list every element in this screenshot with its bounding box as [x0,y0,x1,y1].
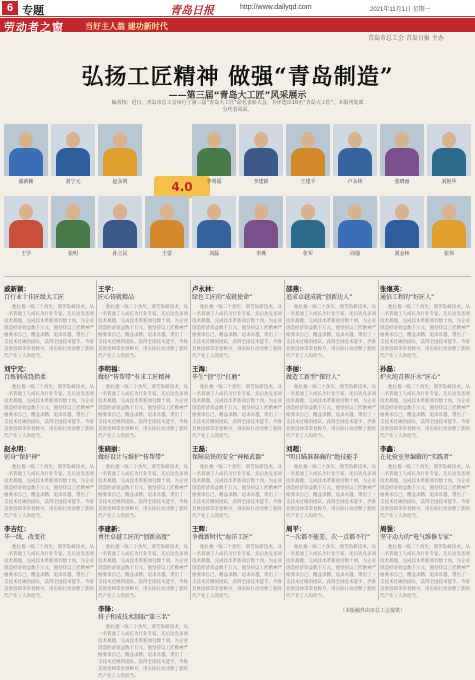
issue-date: 2021年11月1日 星期一 [370,7,431,13]
article-column [286,280,376,602]
worker-uniform [103,148,137,176]
profile-headline: 保障高铁的安全“神秘武器” [192,454,265,461]
worker-photo [380,196,424,248]
profile-name: 孙磊： [380,365,400,373]
worker-head [301,204,315,220]
newspaper-url[interactable]: http://www.dailyqd.com [240,4,312,11]
profile-headline: 匠心铸就精品 [98,294,135,301]
worker-photo [192,124,236,176]
anniversary-badge: 4.0 [154,176,210,198]
profile-name: 王学： [98,285,118,293]
worker-photo [98,124,142,176]
column-band [0,18,475,32]
worker-head [442,204,456,220]
profile-headline: “明日瞄准准确的”绝技能手 [286,454,359,461]
profile-body: 他扎根一线二十余年，刻苦钻研技术，从一名普通工人成长为行业专家，先后攻克多项技术难题，完成技术革新项目数十项，为企业创造经济效益数千万元。他坚持以工匠精神严格要求自己，精益求精、追求卓越，带出了一支技术过硬的团队，获得全国技术能手、齐鲁首席技师等荣誉称号，用实际行动诠释了新时代产业工人的担当。 [4,465,94,519]
worker-photo [286,124,330,176]
worker-head [207,204,221,220]
worker-uniform [150,220,184,248]
profile-name: 李丽： [286,365,306,373]
profile-name: 刘宁元： [4,365,30,373]
profile-name: 王海： [192,365,212,373]
profile-headline: “一次都不能差，次一点都不行” [286,534,371,541]
worker-name: 王建平 [300,179,316,185]
worker-name: 张晓丽 [394,179,410,185]
footer-credit: （本版稿件由市总工会提供） [340,608,406,614]
profile-body: 他扎根一线二十余年，刻苦钻研技术，从一名普通工人成长为行业专家，先后攻克多项技术难题，完成技术革新项目数十项，为企业创造经济效益数千万元。他坚持以工匠精神严格要求自己，精益求精、追求卓越，带出了一支技术过硬的团队，获得全国技术能手、齐鲁首席技师等荣誉称号，用实际行动诠释了新时代产业工人的担当。 [192,385,282,439]
profile-body: 他扎根一线二十余年，刻苦钻研技术，从一名普通工人成长为行业专家，先后攻克多项技术难题，完成技术革新项目数十项，为企业创造经济效益数千万元。他坚持以工匠精神严格要求自己，精益求精、追求卓越，带出了一支技术过硬的团队，获得全国技术能手、齐鲁首席技师等荣誉称号，用实际行动诠释了新时代产业工人的担当。 [380,545,470,599]
subheadline: ——第三届“青岛大工匠”风采展示 [168,91,307,101]
worker-photo-gallery [4,118,471,266]
worker-name: 李明福 [206,179,222,185]
worker-head [113,132,127,148]
worker-uniform [291,148,325,176]
worker-head [19,204,33,220]
worker-uniform [338,220,372,248]
worker-head [348,132,362,148]
worker-photo [4,124,48,176]
profile-name: 李明福： [98,365,124,373]
profile-name: 李吉红： [4,525,30,533]
profile-body: 他扎根一线二十余年，刻苦钻研技术，从一名普通工人成长为行业专家，先后攻克多项技术难题，完成技术革新项目数十项，为企业创造经济效益数千万元。他坚持以工匠精神严格要求自己，精益求精、追求卓越，带出了一支技术过硬的团队，获得全国技术能手、齐鲁首席技师等荣誉称号，用实际行动诠释了新时代产业工人的担当。 [98,625,188,679]
worker-photo [145,196,189,248]
profile-body: 他扎根一线二十余年，刻苦钻研技术，从一名普通工人成长为行业专家，先后攻克多项技术难题，完成技术革新项目数十项，为企业创造经济效益数千万元。他坚持以工匠精神严格要求自己，精益求精、追求卓越，带出了一支技术过硬的团队，获得全国技术能手、齐鲁首席技师等荣誉称号，用实际行动诠释了新时代产业工人的担当。 [98,465,188,519]
worker-uniform [432,220,466,248]
worker-photo [427,196,471,248]
profile-name: 王辉： [192,525,212,533]
profile-headline: 毕一线，改变社 [4,534,47,541]
profile-name: 张晓丽： [98,445,124,453]
worker-name: 刘宁元 [65,179,81,185]
editor-credit: 青岛市总工会 青岛日报 主办 [368,35,444,42]
section-divider [4,276,471,277]
worker-photo [4,196,48,248]
profile-name: 李鑫： [380,445,400,453]
worker-name: 周强 [349,251,360,257]
worker-photo [380,124,424,176]
profile-name: 戚新颖： [4,285,30,293]
main-headline: 弘扬工匠精神 做强“青岛制造” [81,64,394,90]
profile-headline: 追求卓越成就“创新达人” [286,294,353,301]
worker-head [301,132,315,148]
profile-headline: 做造工新型“探针人” [286,374,341,381]
profile-headline: 炉火纯青挥汗水“匠心” [380,374,441,381]
worker-name: 刘磊 [208,251,219,257]
worker-uniform [9,148,43,176]
profile-name: 李建新： [98,525,124,533]
worker-photo [333,196,377,248]
page-number: 6 [2,1,18,15]
worker-uniform [244,220,278,248]
worker-photo [333,124,377,176]
profile-headline: 在化验室里编辑的“实践者” [380,454,453,461]
worker-head [442,132,456,148]
worker-uniform [291,220,325,248]
profile-body: 他扎根一线二十余年，刻苦钻研技术，从一名普通工人成长为行业专家，先后攻克多项技术难题，完成技术革新项目数十项，为企业创造经济效益数千万元。他坚持以工匠精神严格要求自己，精益求精、追求卓越，带出了一支技术过硬的团队，获得全国技术能手、齐鲁首席技师等荣誉称号，用实际行动诠释了新时代产业工人的担当。 [286,465,376,519]
worker-photo [98,196,142,248]
profile-body: 他扎根一线二十余年，刻苦钻研技术，从一名普通工人成长为行业专家，先后攻克多项技术难题，完成技术革新项目数十项，为企业创造经济效益数千万元。他坚持以工匠精神严格要求自己，精益求精、追求卓越，带出了一支技术过硬的团队，获得全国技术能手、齐鲁首席技师等荣誉称号，用实际行动诠释了新时代产业工人的担当。 [192,305,282,359]
worker-head [348,204,362,220]
worker-uniform [56,148,90,176]
worker-photo [51,196,95,248]
profile-name: 卢永林： [192,285,218,293]
profile-name: 王磊： [192,445,212,453]
worker-uniform [56,220,90,248]
column-slogan: 当好主人翁 建功新时代 [85,22,168,31]
profile-headline: 坚守动力的“电气维修专家” [380,534,453,541]
worker-name: 王雷 [161,251,172,257]
profile-body: 他扎根一线二十余年，刻苦钻研技术，从一名普通工人成长为行业专家，先后攻克多项技术难题，完成技术革新项目数十项，为企业创造经济效益数千万元。他坚持以工匠精神严格要求自己，精益求精、追求卓越，带出了一支技术过硬的团队，获得全国技术能手、齐鲁首席技师等荣誉称号，用实际行动诠释了新时代产业工人的担当。 [98,305,188,359]
worker-head [160,204,174,220]
profile-body: 他扎根一线二十余年，刻苦钻研技术，从一名普通工人成长为行业专家，先后攻克多项技术难题，完成技术革新项目数十项，为企业创造经济效益数千万元。他坚持以工匠精神严格要求自己，精益求精、追求卓越，带出了一支技术过硬的团队，获得全国技术能手、齐鲁首席技师等荣誉称号，用实际行动诠释了新时代产业工人的担当。 [380,385,470,439]
worker-head [66,132,80,148]
worker-uniform [197,148,231,176]
profile-name: 李锋： [98,605,118,613]
profile-name: 周强： [380,525,400,533]
worker-name: 卢永林 [347,179,363,185]
worker-photo [51,124,95,176]
profile-headline: 争做新时代“海洋工匠” [192,534,253,541]
profile-body: 他扎根一线二十余年，刻苦钻研技术，从一名普通工人成长为行业专家，先后攻克多项技术难题，完成技术革新项目数十项，为企业创造经济效益数千万元。他坚持以工匠精神严格要求自己，精益求精、追求卓越，带出了一支技术过硬的团队，获得全国技术能手、齐鲁首席技师等荣誉称号，用实际行动诠释了新时代产业工人的担当。 [380,305,470,359]
profile-headline: 将子和成技术制取“第三名” [98,614,171,621]
profile-headline: 勇往卓越工匠的“创新高度” [98,534,171,541]
column-divider [284,280,285,600]
worker-head [395,204,409,220]
worker-photo [239,196,283,248]
profile-name: 刘超： [286,445,306,453]
worker-head [113,204,127,220]
profile-body: 他扎根一线二十余年，刻苦钻研技术，从一名普通工人成长为行业专家，先后攻克多项技术难题，完成技术革新项目数十项，为企业创造经济效益数千万元。他坚持以工匠精神严格要求自己，精益求精、追求卓越，带出了一支技术过硬的团队，获得全国技术能手、齐鲁首席技师等荣誉称号，用实际行动诠释了新时代产业工人的担当。 [286,385,376,439]
profile-name: 邵燕： [286,285,306,293]
profile-headline: 百行业十佳匠级大工匠 [4,294,65,301]
worker-name: 李建新 [253,179,269,185]
profile-body: 他扎根一线二十余年，刻苦钻研技术，从一名普通工人成长为行业专家，先后攻克多项技术难题，完成技术革新项目数十项，为企业创造经济效益数千万元。他坚持以工匠精神严格要求自己，精益求精、追求卓越，带出了一支技术过硬的团队，获得全国技术能手、齐鲁首席技师等荣誉称号，用实际行动诠释了新时代产业工人的担当。 [4,545,94,599]
worker-name: 王学 [20,251,31,257]
profile-headline: 做好设计与维护“传帮带” [98,454,165,461]
worker-photo [192,196,236,248]
profile-headline: 做好“传帮带”有求工匠精神 [98,374,171,381]
worker-head [66,204,80,220]
worker-uniform [385,220,419,248]
profile-name: 赵永明： [4,445,30,453]
worker-photo [239,124,283,176]
profile-headline: 绿色工匠的“成就使命” [192,294,253,301]
worker-name: 李燕 [255,251,266,257]
worker-uniform [385,148,419,176]
profile-body: 他扎根一线二十余年，刻苦钻研技术，从一名普通工人成长为行业专家，先后攻克多项技术难题，完成技术革新项目数十项，为企业创造经济效益数千万元。他坚持以工匠精神严格要求自己，精益求精、追求卓越，带出了一支技术过硬的团队，获得全国技术能手、齐鲁首席技师等荣誉称号，用实际行动诠释了新时代产业工人的担当。 [380,465,470,519]
worker-uniform [338,148,372,176]
worker-photo [427,124,471,176]
column-divider [378,280,379,600]
profile-body: 他扎根一线二十余年，刻苦钻研技术，从一名普通工人成长为行业专家，先后攻克多项技术难题，完成技术革新项目数十项，为企业创造经济效益数千万元。他坚持以工匠精神严格要求自己，精益求精、追求卓越，带出了一支技术过硬的团队，获得全国技术能手、齐鲁首席技师等荣誉称号，用实际行动诠释了新时代产业工人的担当。 [192,545,282,599]
worker-name: 孙立民 [112,251,128,257]
column-label: 劳动者之窗 [4,21,64,34]
worker-head [19,132,33,148]
article-column [4,280,94,602]
profile-body: 他扎根一线二十余年，刻苦钻研技术，从一名普通工人成长为行业专家，先后攻克多项技术难题，完成技术革新项目数十项，为企业创造经济效益数千万元。他坚持以工匠精神严格要求自己，精益求精、追求卓越，带出了一支技术过硬的团队，获得全国技术能手、齐鲁首席技师等荣誉称号，用实际行动诠释了新时代产业工人的担当。 [4,385,94,439]
profile-body: 他扎根一线二十余年，刻苦钻研技术，从一名普通工人成长为行业专家，先后攻克多项技术难题，完成技术革新项目数十项，为企业创造经济效益数千万元。他坚持以工匠精神严格要求自己，精益求精、追求卓越，带出了一支技术过硬的团队，获得全国技术能手、齐鲁首席技师等荣誉称号，用实际行动诠释了新时代产业工人的担当。 [286,305,376,359]
page-topic: 专题 [22,5,44,17]
column-divider [190,280,191,600]
worker-name: 刘艳华 [441,179,457,185]
column-divider [96,280,97,600]
worker-uniform [432,148,466,176]
worker-uniform [244,148,278,176]
worker-head [207,132,221,148]
article-column [380,280,470,602]
worker-name: 刘金林 [394,251,410,257]
worker-name: 张明 [67,251,78,257]
profile-name: 周平： [286,525,306,533]
worker-head [254,204,268,220]
profile-headline: 百炼钢成绕指柔 [4,374,47,381]
worker-head [254,132,268,148]
worker-photo [286,196,330,248]
worker-uniform [103,220,137,248]
profile-body: 他扎根一线二十余年，刻苦钻研技术，从一名普通工人成长为行业专家，先后攻克多项技术难题，完成技术革新项目数十项，为企业创造经济效益数千万元。他坚持以工匠精神严格要求自己，精益求精、追求卓越，带出了一支技术过硬的团队，获得全国技术能手、齐鲁首席技师等荣誉称号，用实际行动诠释了新时代产业工人的担当。 [98,385,188,439]
article-column [192,280,282,602]
worker-name: 赵永明 [112,179,128,185]
article-column [98,280,188,679]
profile-name: 张继英： [380,285,406,293]
profile-body: 他扎根一线二十余年，刻苦钻研技术，从一名普通工人成长为行业专家，先后攻克多项技术难题，完成技术革新项目数十项，为企业创造经济效益数千万元。他坚持以工匠精神严格要求自己，精益求精、追求卓越，带出了一支技术过硬的团队，获得全国技术能手、齐鲁首席技师等荣誉称号，用实际行动诠释了新时代产业工人的担当。 [192,465,282,519]
profile-body: 他扎根一线二十余年，刻苦钻研技术，从一名普通工人成长为行业专家，先后攻克多项技术难题，完成技术革新项目数十项，为企业创造经济效益数千万元。他坚持以工匠精神严格要求自己，精益求精、追求卓越，带出了一支技术过硬的团队，获得全国技术能手、齐鲁首席技师等荣誉称号，用实际行动诠释了新时代产业工人的担当。 [4,305,94,359]
profile-headline: 通信工程的“好匠人” [380,294,435,301]
worker-uniform [197,220,231,248]
newspaper-logo: 青岛日报 [170,4,214,17]
editor-note: 编者按：近日，青岛市总工会举行了第三届“青岛大工匠”命名表彰大会，共评选出10名“青岛大工匠”，本版刊发部分代表风采。 [111,100,364,113]
worker-name: 张伟 [443,251,454,257]
profile-headline: 毕生“创”引“打磨” [192,374,241,381]
worker-name: 张军 [302,251,313,257]
profile-headline: 躬身“保护神” [4,454,41,461]
worker-head [395,132,409,148]
profile-body: 他扎根一线二十余年，刻苦钻研技术，从一名普通工人成长为行业专家，先后攻克多项技术难题，完成技术革新项目数十项，为企业创造经济效益数千万元。他坚持以工匠精神严格要求自己，精益求精、追求卓越，带出了一支技术过硬的团队，获得全国技术能手、齐鲁首席技师等荣誉称号，用实际行动诠释了新时代产业工人的担当。 [98,545,188,599]
worker-uniform [9,220,43,248]
profile-body: 他扎根一线二十余年，刻苦钻研技术，从一名普通工人成长为行业专家，先后攻克多项技术难题，完成技术革新项目数十项，为企业创造经济效益数千万元。他坚持以工匠精神严格要求自己，精益求精、追求卓越，带出了一支技术过硬的团队，获得全国技术能手、齐鲁首席技师等荣誉称号，用实际行动诠释了新时代产业工人的担当。 [286,545,376,599]
worker-name: 戚新颖 [18,179,34,185]
